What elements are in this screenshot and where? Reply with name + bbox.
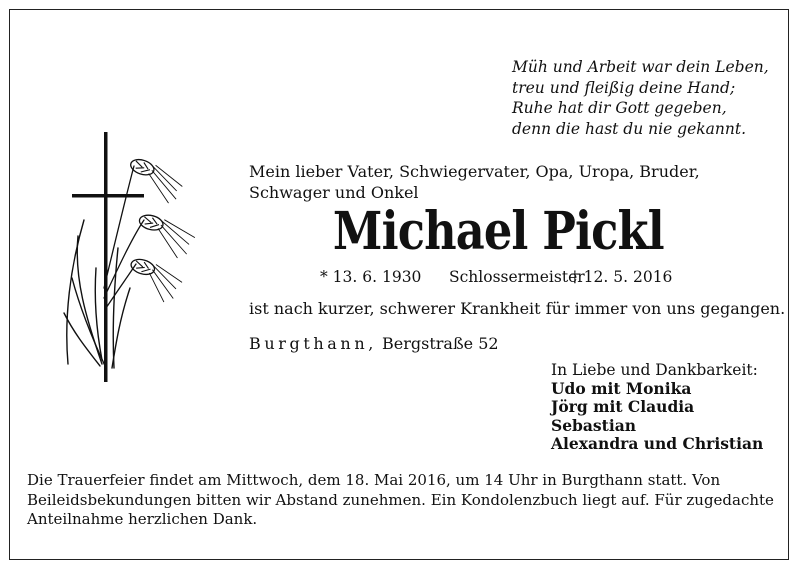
mourner-name: Jörg mit Claudia [551, 397, 695, 416]
poem-line: treu und fleißig deine Hand; [512, 78, 736, 97]
address [249, 333, 499, 354]
poem-line: Müh und Arbeit war dein Leben, [512, 58, 769, 76]
address-town: Burgthann, [249, 334, 377, 353]
mourner-name: Sebastian [551, 415, 637, 435]
poem-line: denn die hast du nie gekannt. [512, 119, 747, 138]
mourners-block [551, 361, 781, 454]
mourners-heading: In Liebe und Dankbarkeit: [551, 361, 758, 379]
mourner-name: Alexandra und Christian [551, 434, 764, 453]
profession: Schlossermeister [449, 268, 585, 286]
passed-away-text: ist nach kurzer, schwerer Krankheit für immer von uns gegangen. [249, 299, 786, 318]
funeral-info: Die Trauerfeier findet am Mittwoch, dem 18. Mai 2016, um 14 Uhr in Burgthann statt. Von Beileidsbekundungen bitten wir Abstand zunehmen. Ein Kondolenzbuch liegt auf. Für zugedachte Anteilnahme herzlichen Dank. [27, 471, 774, 528]
address-street: Bergstraße 52 [382, 334, 499, 353]
mourner-name: Udo mit Monika [551, 378, 692, 398]
relations-text: Mein lieber Vater, Schwiegervater, Opa, Uropa, Bruder, Schwager und Onkel [249, 162, 700, 202]
birth-date: * 13. 6. 1930 [320, 268, 422, 286]
death-date: † 12. 5. 2016 [571, 268, 673, 286]
deceased-name-text: Michael Pickl [332, 201, 664, 262]
poem-line: Ruhe hat dir Gott gegeben, [512, 99, 727, 117]
poem [512, 57, 772, 139]
deceased-name [0, 199, 800, 265]
